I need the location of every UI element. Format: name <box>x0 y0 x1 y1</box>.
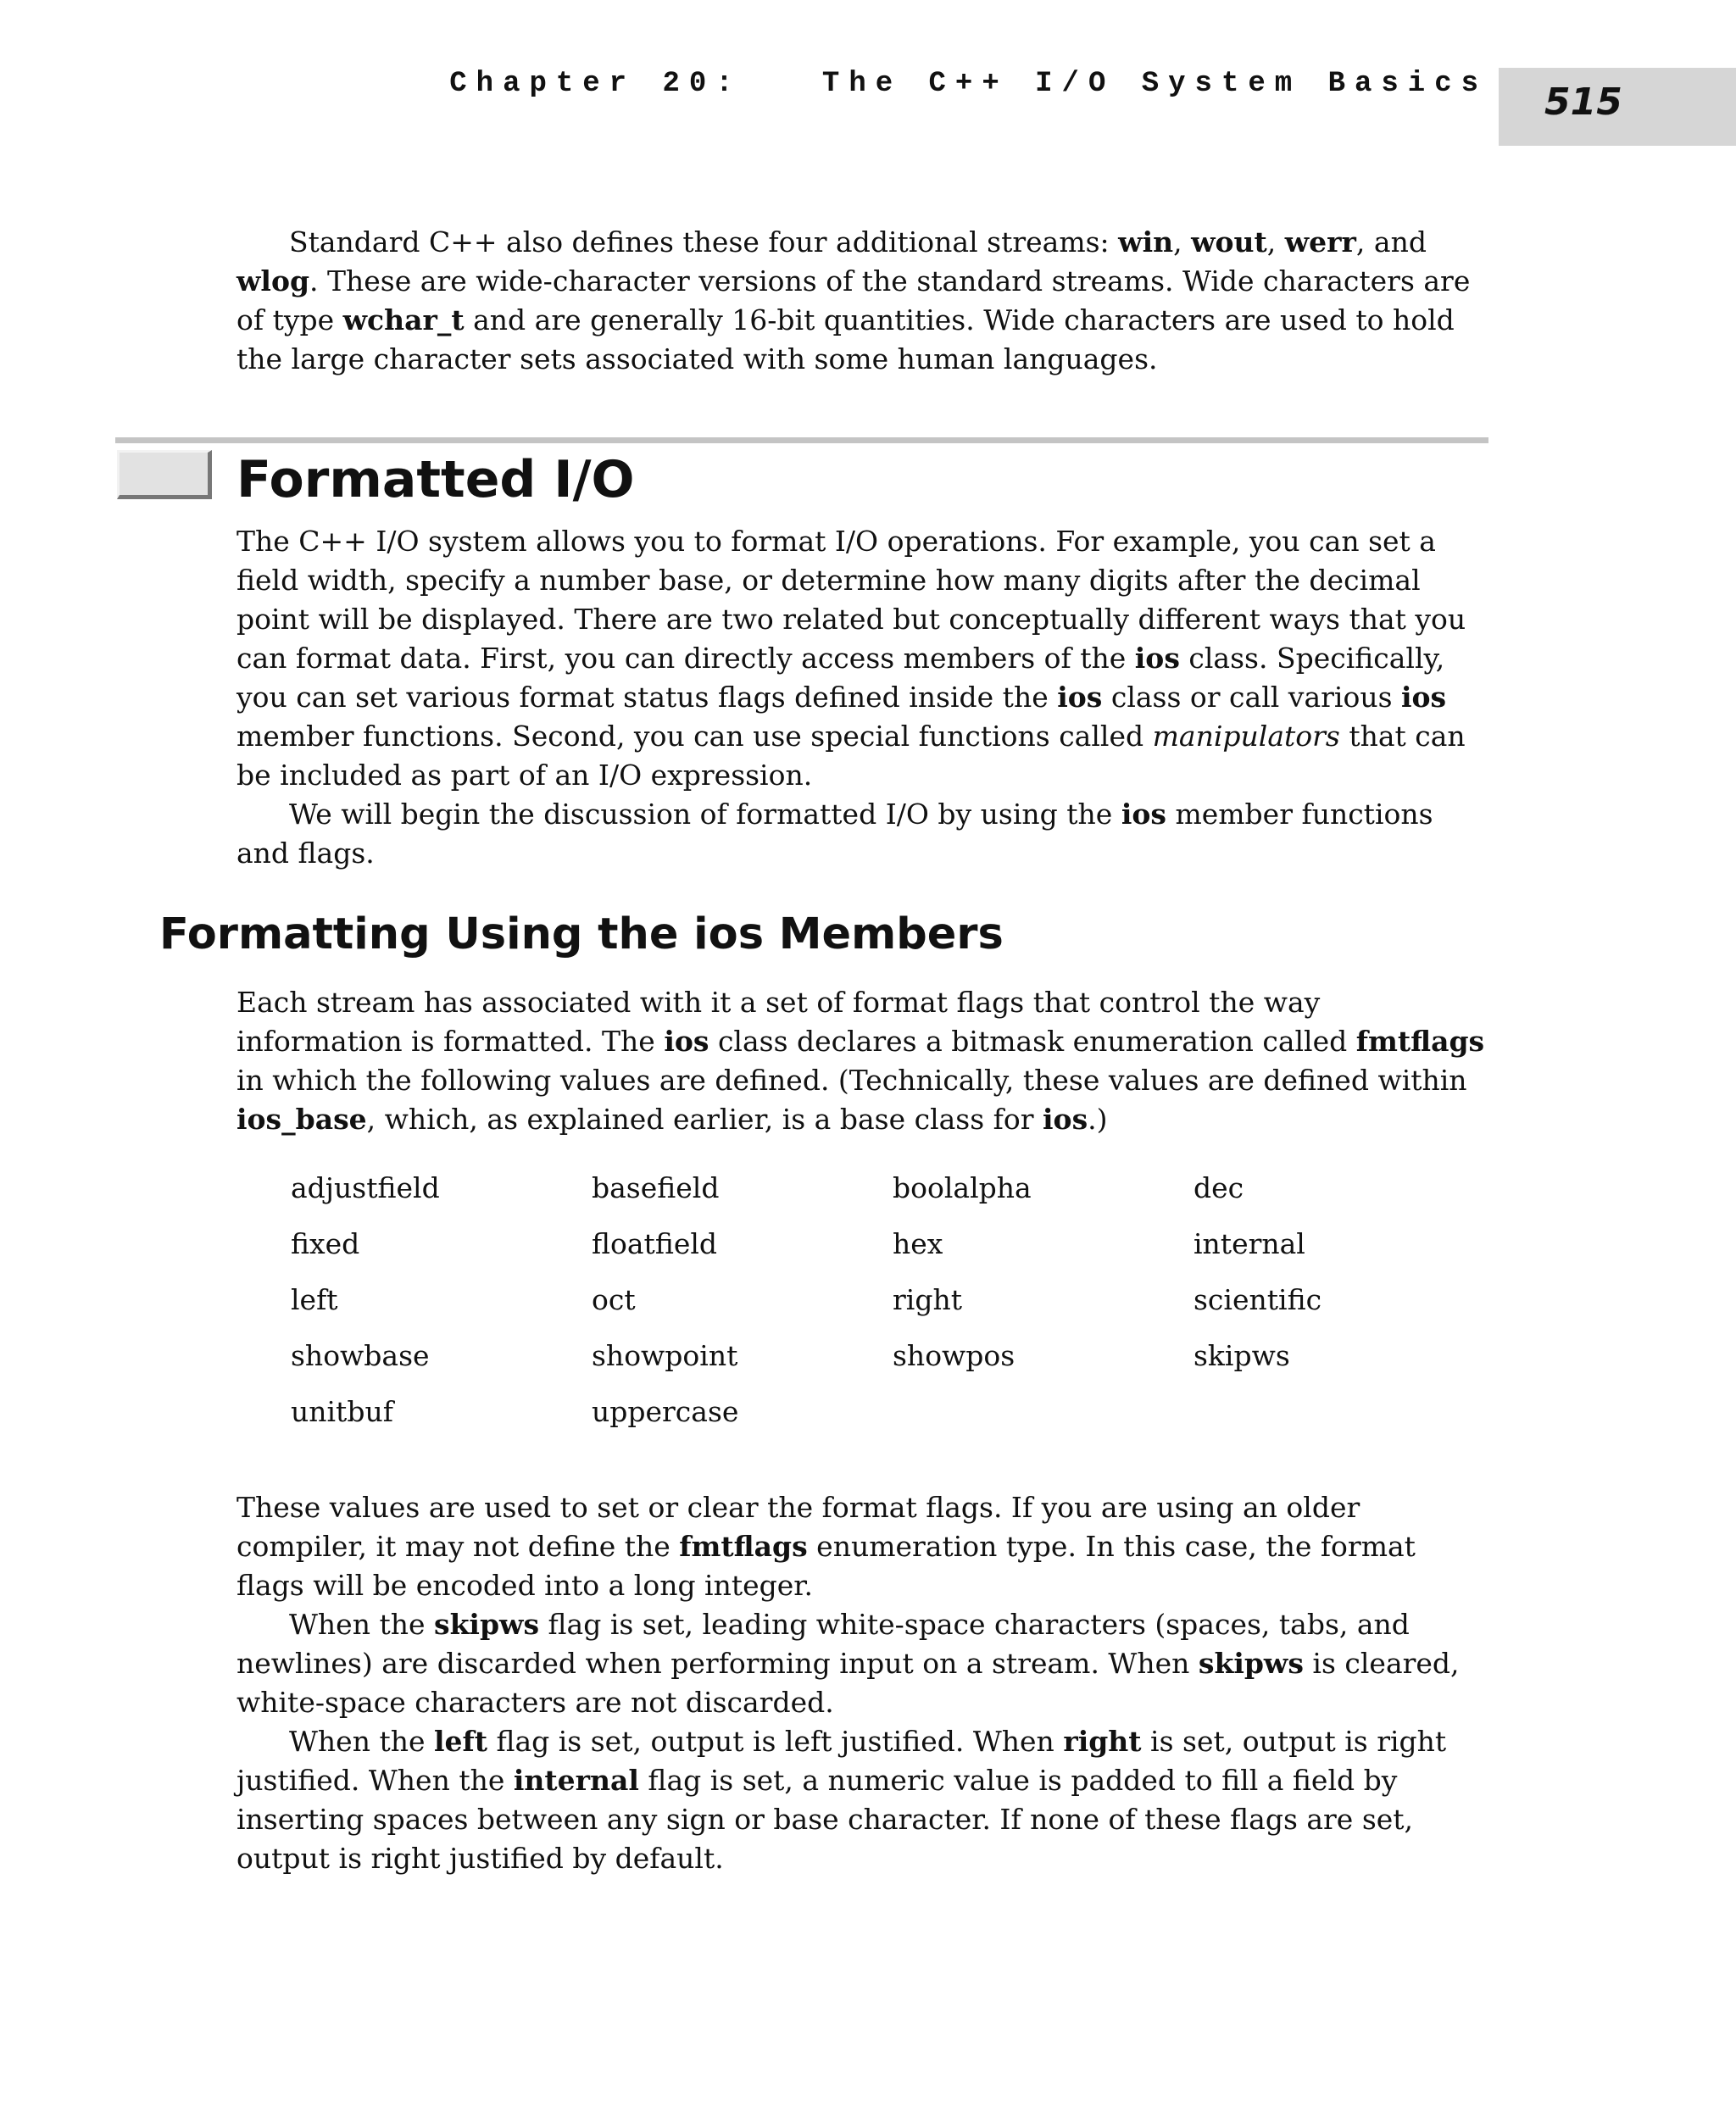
section-title: Formatted I/O <box>236 450 635 509</box>
running-header: Chapter 20: The C++ I/O System Basics <box>449 68 1488 100</box>
subsection-intro-text <box>236 983 1491 1139</box>
flag-cell: oct <box>592 1283 636 1316</box>
bold-term: fmtflags <box>679 1530 808 1563</box>
page-number: 515 <box>1544 81 1622 124</box>
bold-term: ios <box>664 1025 709 1058</box>
text-run: class. Specifically, you can set various format status flags defined inside the <box>236 642 1445 714</box>
bold-term: ios_base <box>236 1103 367 1136</box>
text-run: is cleared, white-space characters are not discarded. <box>236 1647 1460 1719</box>
text-run: that can be included as part of an I/O expression. <box>236 720 1466 792</box>
subsection-paragraph-4 <box>236 1722 1491 1878</box>
subsection-paragraph-1 <box>236 983 1491 1139</box>
text-run: class declares a bitmask enumeration called <box>709 1025 1356 1058</box>
text-run: Each stream has associated with it a set of format flags that control the way information is formatted. The <box>236 986 1321 1058</box>
subsection-title: Formatting Using the ios Members <box>159 909 1004 959</box>
intro-paragraph <box>236 223 1491 379</box>
flag-cell: skipws <box>1194 1339 1290 1372</box>
section-text <box>236 522 1491 873</box>
text-run: flag is set, output is left justified. When <box>487 1725 1064 1758</box>
bold-term: fmtflags <box>1355 1025 1485 1058</box>
text-run: and are generally 16-bit quantities. Wide characters are used to hold the large character sets associated with some human languages. <box>236 303 1455 375</box>
section-marker-box <box>117 450 212 499</box>
flag-cell: right <box>893 1283 962 1316</box>
text-run: is set, output is right justified. When the <box>236 1725 1447 1797</box>
flag-cell: floatfield <box>592 1227 718 1260</box>
text-run: class or call various <box>1102 681 1401 714</box>
flag-cell: hex <box>893 1227 943 1260</box>
bold-term: ios <box>1401 681 1447 714</box>
bold-term: skipws <box>1198 1647 1304 1680</box>
flag-cell: showbase <box>291 1339 430 1372</box>
text-run: flag is set, a numeric value is padded to fill a field by inserting spaces between any sign or base character. If none of these flags are set, output is right justified by default. <box>236 1764 1414 1875</box>
flag-cell: internal <box>1194 1227 1305 1260</box>
subsection-paragraph-2 <box>236 1488 1491 1605</box>
bold-term: win <box>1118 225 1174 259</box>
bold-term: wchar_t <box>342 303 465 336</box>
text-run: We will begin the discussion of formatted I/O by using the <box>289 798 1121 831</box>
fmtflags-table <box>291 1169 1494 1448</box>
text-run: These values are used to set or clear the format flags. If you are using an older compiler, it may not define the <box>236 1491 1360 1563</box>
flag-cell: boolalpha <box>893 1171 1032 1204</box>
flag-cell: showpos <box>893 1339 1015 1372</box>
flag-cell: unitbuf <box>291 1395 393 1428</box>
flag-cell: dec <box>1194 1171 1244 1204</box>
bold-term: ios <box>1043 1103 1088 1136</box>
bold-term: ios <box>1057 681 1103 714</box>
flag-cell: uppercase <box>592 1395 739 1428</box>
bold-term: skipws <box>433 1608 540 1641</box>
flag-cell: left <box>291 1283 338 1316</box>
text-run: When the <box>289 1725 434 1758</box>
flag-cell: scientific <box>1194 1283 1322 1316</box>
text-run: , <box>1266 225 1285 259</box>
bold-term: internal <box>513 1764 639 1797</box>
flag-cell: basefield <box>592 1171 720 1204</box>
flag-cell: adjustfield <box>291 1171 440 1204</box>
bold-term: right <box>1063 1725 1142 1758</box>
text-run: in which the following values are defined. (Technically, these values are defined within <box>236 1064 1467 1097</box>
section-rule <box>115 437 1488 443</box>
bold-term: werr <box>1284 225 1356 259</box>
italic-term: manipulators <box>1152 720 1340 753</box>
bold-term: ios <box>1134 642 1180 675</box>
text-run: When the <box>289 1608 434 1641</box>
text-run: member functions. Second, you can use special functions called <box>236 720 1153 753</box>
bold-term: wlog <box>236 264 310 297</box>
subsection-body-text <box>236 1488 1491 1878</box>
text-run: .) <box>1088 1103 1108 1136</box>
text-run: The C++ I/O system allows you to format I/O operations. For example, you can set a field width, specify a number base, or determine how many digits after the decimal point will be displayed. There are two related but conceptually different ways that you can format data. First, you can directly access members of the <box>236 525 1466 675</box>
text-run: Standard C++ also defines these four additional streams: <box>289 225 1119 259</box>
section-paragraph-1 <box>236 522 1491 795</box>
text-run: . These are wide-character versions of the standard streams. Wide characters are of type <box>236 264 1471 336</box>
bold-term: wout <box>1191 225 1267 259</box>
flag-cell: fixed <box>291 1227 360 1260</box>
bold-term: ios <box>1121 798 1166 831</box>
intro-text <box>236 223 1491 379</box>
text-run: , and <box>1355 225 1427 259</box>
text-run: member functions and flags. <box>236 798 1433 870</box>
subsection-paragraph-3 <box>236 1605 1491 1722</box>
text-run: flag is set, leading white-space characters (spaces, tabs, and newlines) are discarded when performing input on a stream. When <box>236 1608 1410 1680</box>
text-run: , which, as explained earlier, is a base class for <box>366 1103 1043 1136</box>
bold-term: left <box>433 1725 487 1758</box>
section-paragraph-2 <box>236 795 1491 873</box>
flag-cell: showpoint <box>592 1339 738 1372</box>
text-run: , <box>1173 225 1192 259</box>
text-run: enumeration type. In this case, the format flags will be encoded into a long integer. <box>236 1530 1416 1602</box>
